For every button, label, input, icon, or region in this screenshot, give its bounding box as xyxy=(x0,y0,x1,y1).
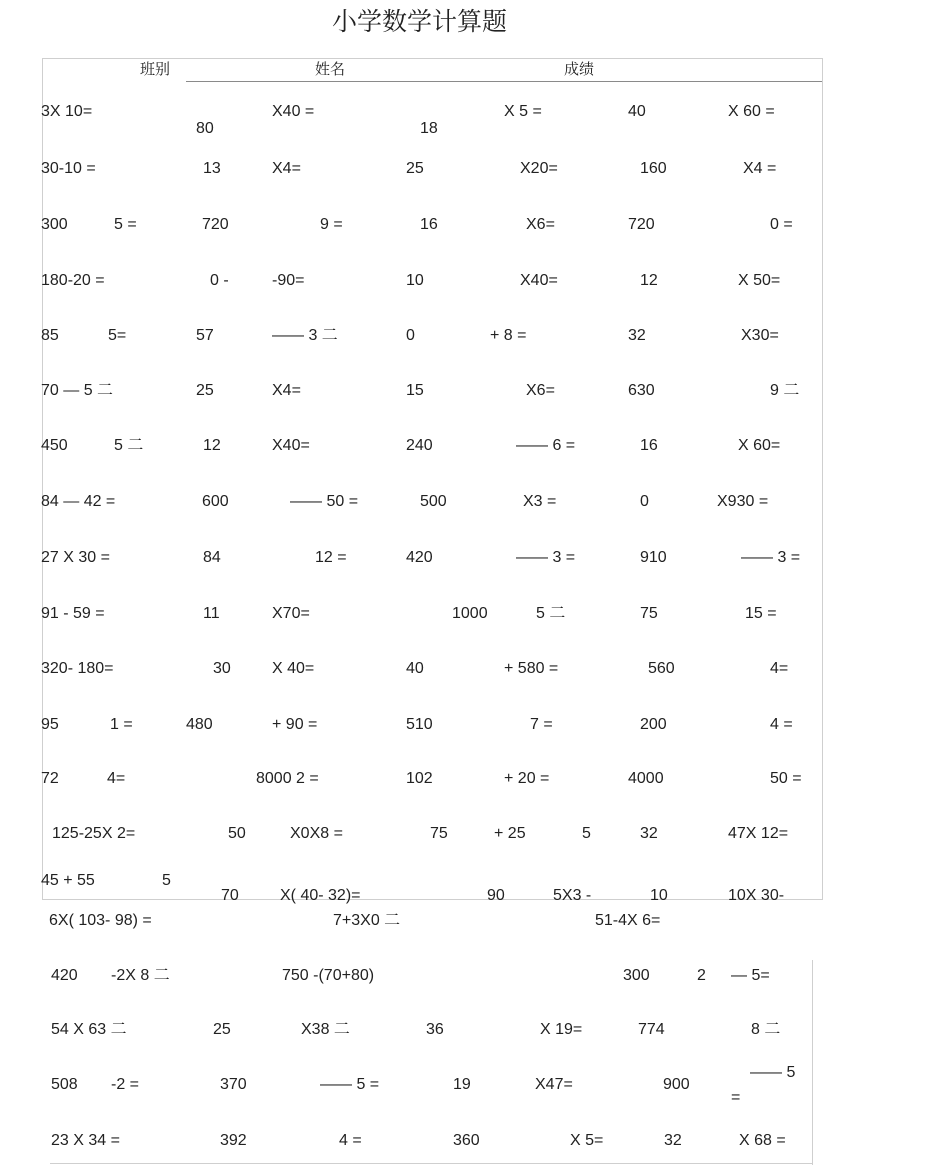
problem-cell: 40 xyxy=(406,660,424,677)
problem-cell: + 90 = xyxy=(272,716,318,733)
score-label: 成绩 xyxy=(564,60,595,78)
problem-cell: 32 xyxy=(628,327,646,344)
problem-cell: 500 xyxy=(420,493,447,510)
problem-cell: + 20 = xyxy=(504,770,550,787)
problem-cell: 0 xyxy=(406,327,415,344)
problem-cell: X38 二 xyxy=(301,1021,350,1038)
problem-cell: 1000 xyxy=(452,605,488,622)
problem-cell: + 580 = xyxy=(504,660,559,677)
problem-cell: 5 xyxy=(582,825,591,842)
problem-cell: X47= xyxy=(535,1076,573,1093)
problem-cell: 450 xyxy=(41,437,68,454)
problem-cell: -2X 8 二 xyxy=(111,967,170,984)
problem-cell: X930 = xyxy=(717,493,769,510)
problem-cell: 160 xyxy=(640,160,667,177)
problem-cell: 90 xyxy=(487,887,505,904)
problem-cell: 70 xyxy=(221,887,239,904)
lower-frame-bottom-line xyxy=(50,1163,812,1164)
problem-cell: 4000 xyxy=(628,770,664,787)
problem-cell: 12 = xyxy=(315,549,347,566)
problem-cell: X 60 = xyxy=(728,103,775,120)
problem-cell: 125-25X 2= xyxy=(52,825,136,842)
problem-cell: 720 xyxy=(628,216,655,233)
problem-cell: 50 xyxy=(228,825,246,842)
problem-cell: 774 xyxy=(638,1021,665,1038)
problem-cell: 1 = xyxy=(110,716,133,733)
problem-cell: 84 — 42 = xyxy=(41,493,116,510)
problem-cell: 75 xyxy=(430,825,448,842)
problem-cell: 4= xyxy=(107,770,126,787)
problem-cell: 9 二 xyxy=(770,382,800,399)
problem-cell: 25 xyxy=(406,160,424,177)
problem-cell: 72 xyxy=(41,770,59,787)
problem-cell: 180-20 = xyxy=(41,272,105,289)
problem-cell: 57 xyxy=(196,327,214,344)
problem-cell: — 5= xyxy=(731,967,770,984)
problem-cell: 12 xyxy=(640,272,658,289)
problem-cell: X6= xyxy=(526,216,555,233)
problem-cell: 5= xyxy=(108,327,127,344)
problem-cell: 32 xyxy=(640,825,658,842)
problem-cell: 91 - 59 = xyxy=(41,605,105,622)
problem-cell: X 68 = xyxy=(739,1132,786,1149)
class-label: 班别 xyxy=(140,60,171,78)
problem-cell: + 8 = xyxy=(490,327,527,344)
problem-cell: 750 -(70+80) xyxy=(282,967,375,984)
problem-cell: 0 = xyxy=(770,216,793,233)
name-label: 姓名 xyxy=(315,60,346,78)
problem-cell: 10 xyxy=(406,272,424,289)
problem-cell: 8 二 xyxy=(751,1021,781,1038)
problem-cell: 5 二 xyxy=(114,437,144,454)
problem-cell: 200 xyxy=(640,716,667,733)
problem-cell: 16 xyxy=(420,216,438,233)
problem-cell: 75 xyxy=(640,605,658,622)
problem-cell: -90= xyxy=(272,272,305,289)
problem-cell: 392 xyxy=(220,1132,247,1149)
problem-cell: 420 xyxy=(51,967,78,984)
problem-cell: X20= xyxy=(520,160,558,177)
problem-cell: 40 xyxy=(628,103,646,120)
problem-cell: X 60= xyxy=(738,437,781,454)
problem-cell: —— 6 = xyxy=(516,437,576,454)
problem-cell: X6= xyxy=(526,382,555,399)
lower-frame-right-line xyxy=(812,960,813,1165)
problem-cell: X 50= xyxy=(738,272,781,289)
problem-cell: —— 3 = xyxy=(516,549,576,566)
problem-cell: 4 = xyxy=(770,716,793,733)
problem-cell: 510 xyxy=(406,716,433,733)
problem-cell: 10X 30- xyxy=(728,887,785,904)
problem-cell: 910 xyxy=(640,549,667,566)
problem-cell: X 40= xyxy=(272,660,315,677)
problem-cell: 84 xyxy=(203,549,221,566)
problem-cell: 630 xyxy=(628,382,655,399)
problem-cell: 0 xyxy=(640,493,649,510)
problem-cell: —— 3 二 xyxy=(272,327,338,344)
problem-cell: 45 + 55 xyxy=(41,872,95,889)
frame-right-line xyxy=(822,58,823,900)
problem-cell: X4 = xyxy=(743,160,777,177)
problem-cell: 70 — 5 二 xyxy=(41,382,114,399)
problem-cell: 95 xyxy=(41,716,59,733)
problem-cell: 600 xyxy=(202,493,229,510)
problem-cell: 5 xyxy=(162,872,171,889)
problem-cell: 300 xyxy=(623,967,650,984)
problem-cell: —— 3 = xyxy=(741,549,801,566)
problem-cell: 30 xyxy=(213,660,231,677)
problem-cell: 30-10 = xyxy=(41,160,96,177)
problem-cell: 4 = xyxy=(339,1132,362,1149)
problem-cell: 720 xyxy=(202,216,229,233)
problem-cell: 560 xyxy=(648,660,675,677)
problem-cell: 7 = xyxy=(530,716,553,733)
problem-cell: 19 xyxy=(453,1076,471,1093)
problem-cell: 102 xyxy=(406,770,433,787)
problem-cell: 50 = xyxy=(770,770,802,787)
problem-cell: —— 50 = xyxy=(290,493,359,510)
problem-cell: X( 40- 32)= xyxy=(280,887,361,904)
problem-cell: 2 xyxy=(697,967,706,984)
problem-cell: 360 xyxy=(453,1132,480,1149)
problem-cell: 8000 2 = xyxy=(256,770,319,787)
problem-cell: 27 X 30 = xyxy=(41,549,110,566)
problem-cell: X4= xyxy=(272,382,301,399)
frame-top-line xyxy=(42,58,822,59)
problem-cell: —— 5 xyxy=(750,1064,796,1081)
problem-cell: X40= xyxy=(272,437,310,454)
problem-cell: 47X 12= xyxy=(728,825,789,842)
problem-cell: 480 xyxy=(186,716,213,733)
problem-cell: 0 - xyxy=(210,272,229,289)
header-underline xyxy=(186,81,822,82)
problem-cell: 80 xyxy=(196,120,214,137)
problem-cell: 508 xyxy=(51,1076,78,1093)
problem-cell: + 25 xyxy=(494,825,526,842)
problem-cell: X40 = xyxy=(272,103,315,120)
problem-cell: 85 xyxy=(41,327,59,344)
problem-cell: 900 xyxy=(663,1076,690,1093)
problem-cell: —— 5 = xyxy=(320,1076,380,1093)
frame-bottom-line xyxy=(42,899,823,900)
problem-cell: 25 xyxy=(196,382,214,399)
problem-cell: X40= xyxy=(520,272,558,289)
problem-cell: 15 = xyxy=(745,605,777,622)
worksheet-title: 小学数学计算题 xyxy=(332,7,508,36)
problem-cell: 420 xyxy=(406,549,433,566)
problem-cell: X 5= xyxy=(570,1132,604,1149)
problem-cell: 5 = xyxy=(114,216,137,233)
problem-cell: X 19= xyxy=(540,1021,583,1038)
problem-cell: 4= xyxy=(770,660,789,677)
problem-cell: 240 xyxy=(406,437,433,454)
problem-cell: X70= xyxy=(272,605,310,622)
problem-cell: 320- 180= xyxy=(41,660,114,677)
problem-cell: 54 X 63 二 xyxy=(51,1021,127,1038)
problem-cell: 300 xyxy=(41,216,68,233)
problem-cell: 18 xyxy=(420,120,438,137)
problem-cell: 16 xyxy=(640,437,658,454)
problem-cell: 3X 10= xyxy=(41,103,93,120)
problem-cell: X 5 = xyxy=(504,103,542,120)
problem-cell: 13 xyxy=(203,160,221,177)
problem-cell: 9 = xyxy=(320,216,343,233)
problem-cell: 25 xyxy=(213,1021,231,1038)
problem-cell: = xyxy=(731,1089,741,1106)
problem-cell: 36 xyxy=(426,1021,444,1038)
problem-cell: 370 xyxy=(220,1076,247,1093)
problem-cell: X30= xyxy=(741,327,779,344)
problem-cell: 10 xyxy=(650,887,668,904)
problem-cell: -2 = xyxy=(111,1076,140,1093)
problem-cell: 5X3 - xyxy=(553,887,592,904)
problem-cell: 6X( 103- 98) = xyxy=(49,912,152,929)
problem-cell: 15 xyxy=(406,382,424,399)
problem-cell: 7+3X0 二 xyxy=(333,912,401,929)
problem-cell: X0X8 = xyxy=(290,825,343,842)
problem-cell: X3 = xyxy=(523,493,557,510)
problem-cell: 11 xyxy=(203,605,220,622)
problem-cell: X4= xyxy=(272,160,301,177)
problem-cell: 32 xyxy=(664,1132,682,1149)
problem-cell: 12 xyxy=(203,437,221,454)
problem-cell: 23 X 34 = xyxy=(51,1132,120,1149)
problem-cell: 51-4X 6= xyxy=(595,912,661,929)
problem-cell: 5 二 xyxy=(536,605,566,622)
